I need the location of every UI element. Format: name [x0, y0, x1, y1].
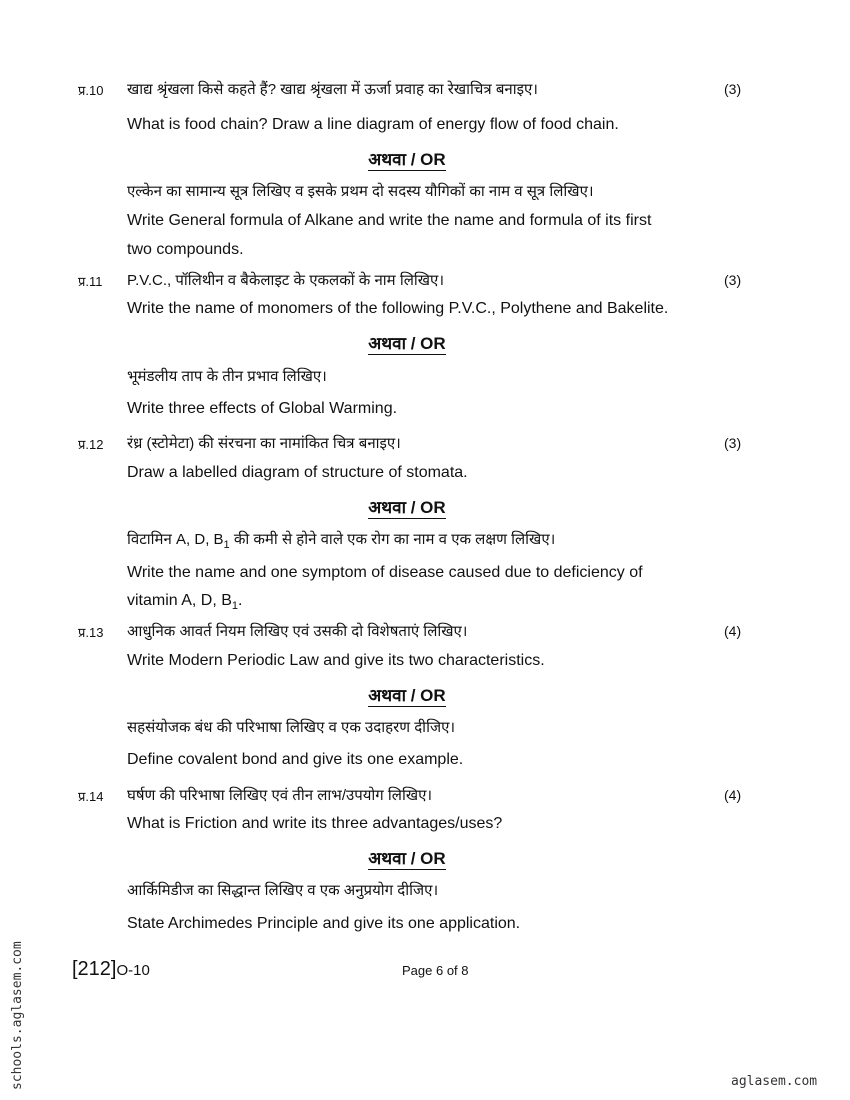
text-part: vitamin A, D, B: [127, 592, 232, 609]
alternate-text-english: State Archimedes Principle and give its one application.: [127, 915, 521, 932]
alternate-text-hindi: [127, 529, 689, 551]
alternate-text-english-cont: [127, 592, 689, 612]
paper-code-number: [212]: [72, 958, 117, 980]
question-marks: (3): [724, 435, 742, 451]
question-number: प्र.14: [78, 789, 104, 804]
or-separator: [0, 147, 814, 170]
alternate-text-english: Write the name and one symptom of disease caused due to deficiency of: [127, 564, 643, 581]
subscript: 1: [231, 600, 239, 613]
or-label: अथवा / OR: [368, 686, 446, 705]
or-label: अथवा / OR: [368, 498, 446, 517]
question-marks: (4): [724, 787, 742, 803]
question-marks: (4): [724, 623, 742, 639]
question-text-hindi: आधुनिक आवर्त नियम लिखिए एवं उसकी दो विशेषताएं लिखिए।: [127, 623, 468, 640]
question-number: प्र.11: [78, 274, 103, 289]
question-text-hindi: घर्षण की परिभाषा लिखिए एवं तीन लाभ/उपयोग लिखिए।: [127, 787, 433, 804]
or-label: अथवा / OR: [368, 334, 446, 353]
or-label: अथवा / OR: [368, 849, 446, 868]
question-number: प्र.13: [78, 625, 104, 640]
alternate-text-hindi: सहसंयोजक बंध की परिभाषा लिखिए व एक उदाहरण दीजिए।: [127, 719, 456, 736]
or-separator: [0, 846, 814, 869]
text-part: .: [238, 592, 243, 609]
alternate-text-hindi: आर्किमिडीज का सिद्धान्त लिखिए व एक अनुप्रयोग दीजिए।: [127, 882, 439, 899]
paper-code-suffix: O-10: [116, 962, 150, 979]
question-text-english: Write Modern Periodic Law and give its two characteristics.: [127, 652, 545, 669]
alternate-text-english: Write three effects of Global Warming.: [127, 400, 398, 417]
alternate-text-hindi: भूमंडलीय ताप के तीन प्रभाव लिखिए।: [127, 368, 327, 385]
question-text-english: Draw a labelled diagram of structure of stomata.: [127, 464, 468, 481]
page-number: Page 6 of 8: [402, 963, 469, 978]
question-marks: (3): [724, 272, 742, 288]
side-watermark: schools.aglasem.com: [10, 941, 25, 1090]
alternate-text-hindi: एल्केन का सामान्य सूत्र लिखिए व इसके प्रथम दो सदस्य यौगिकों का नाम व सूत्र लिखिए।: [127, 183, 594, 200]
question-text-hindi: P.V.C., पॉलिथीन व बैकेलाइट के एकलकों के नाम लिखिए।: [127, 272, 445, 289]
alternate-text-english: Define covalent bond and give its one example.: [127, 751, 464, 768]
or-separator: [0, 331, 814, 354]
or-separator: [0, 683, 814, 706]
question-text-english: Write the name of monomers of the following P.V.C., Polythene and Bakelite.: [127, 300, 669, 317]
question-number: प्र.10: [78, 83, 104, 98]
question-text-english: What is food chain? Draw a line diagram of energy flow of food chain.: [127, 116, 619, 133]
or-separator: [0, 495, 814, 518]
paper-code: [72, 958, 150, 981]
question-text-english: What is Friction and write its three advantages/uses?: [127, 815, 503, 832]
alternate-text-english: Write General formula of Alkane and write the name and formula of its first: [127, 212, 652, 229]
question-number: प्र.12: [78, 437, 104, 452]
subscript: 1: [223, 539, 230, 551]
question-text-hindi: खाद्य श्रृंखला किसे कहते हैं? खाद्य श्रृंखला में ऊर्जा प्रवाह का रेखाचित्र बनाइए।: [127, 81, 538, 98]
question-marks: (3): [724, 81, 742, 97]
or-label: अथवा / OR: [368, 150, 446, 169]
bottom-watermark: aglasem.com: [731, 1074, 818, 1089]
question-text-hindi: रंध्र (स्टोमेटा) की संरचना का नामांकित चित्र बनाइए।: [127, 435, 401, 452]
text-part: विटामिन A, D, B: [127, 531, 224, 548]
text-part: की कमी से होने वाले एक रोग का नाम व एक लक्षण लिखिए।: [229, 531, 556, 548]
alternate-text-english-cont: two compounds.: [127, 241, 244, 258]
